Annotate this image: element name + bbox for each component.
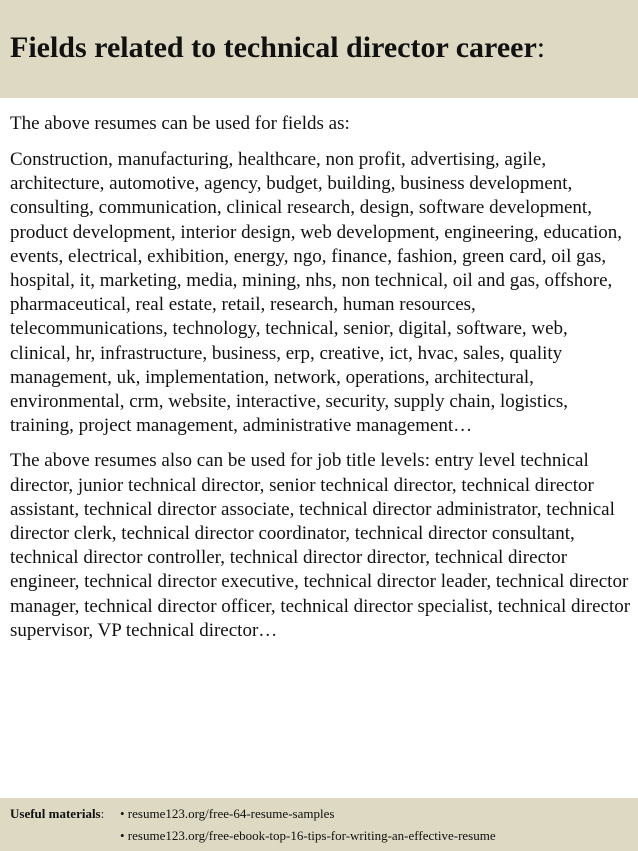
useful-materials-label <box>10 803 120 825</box>
main-content <box>10 112 632 654</box>
resume-samples-link[interactable]: • resume123.org/free-64-resume-samples <box>120 806 335 821</box>
useful-materials-label-colon: : <box>100 806 105 821</box>
footer-label-spacer <box>10 825 120 847</box>
page-title-text: Fields related to technical director career <box>10 31 537 64</box>
ebook-tips-link[interactable]: • resume123.org/free-ebook-top-16-tips-for-writing-an-effective-resume <box>120 828 496 843</box>
useful-materials-label-text: Useful materials <box>10 806 101 821</box>
footer-banner <box>0 798 638 851</box>
job-levels-paragraph: The above resumes also can be used for job title levels: entry level technical director, junior technical director, senior technical director, technical director assistant, technical director associate, technical director administrator, technical director clerk, technical director coordinator, technical director consultant, technical director controller, technical director director, technical director engineer, technical director executive, technical director leader, technical director manager, technical director officer, technical director specialist, technical director supervisor, VP technical director… <box>10 450 631 641</box>
page-title-colon: : <box>536 31 546 64</box>
footer-row-2 <box>10 825 628 847</box>
footer-row-1 <box>10 803 628 825</box>
fields-paragraph: Construction, manufacturing, healthcare, non profit, advertising, agile, architecture, automotive, agency, budget, building, business development, consulting, communication, clinical research, design, software development, product development, interior design, web development, engineering, education, events, electrical, exhibition, energy, ngo, finance, fashion, green card, oil gas, hospital, it, marketing, media, mining, nhs, non technical, oil and gas, offshore, pharmaceutical, real estate, retail, research, human resources, telecommunications, technology, technical, senior, digital, software, web, clinical, hr, infrastructure, business, erp, creative, ict, hvac, sales, quality management, uk, implementation, network, operations, architectural, environmental, crm, website, interactive, security, supply chain, logistics, training, project management, administrative management… <box>10 149 623 437</box>
intro-text: The above resumes can be used for fields as: <box>10 113 350 134</box>
page-title <box>10 30 628 66</box>
title-banner <box>0 0 638 98</box>
